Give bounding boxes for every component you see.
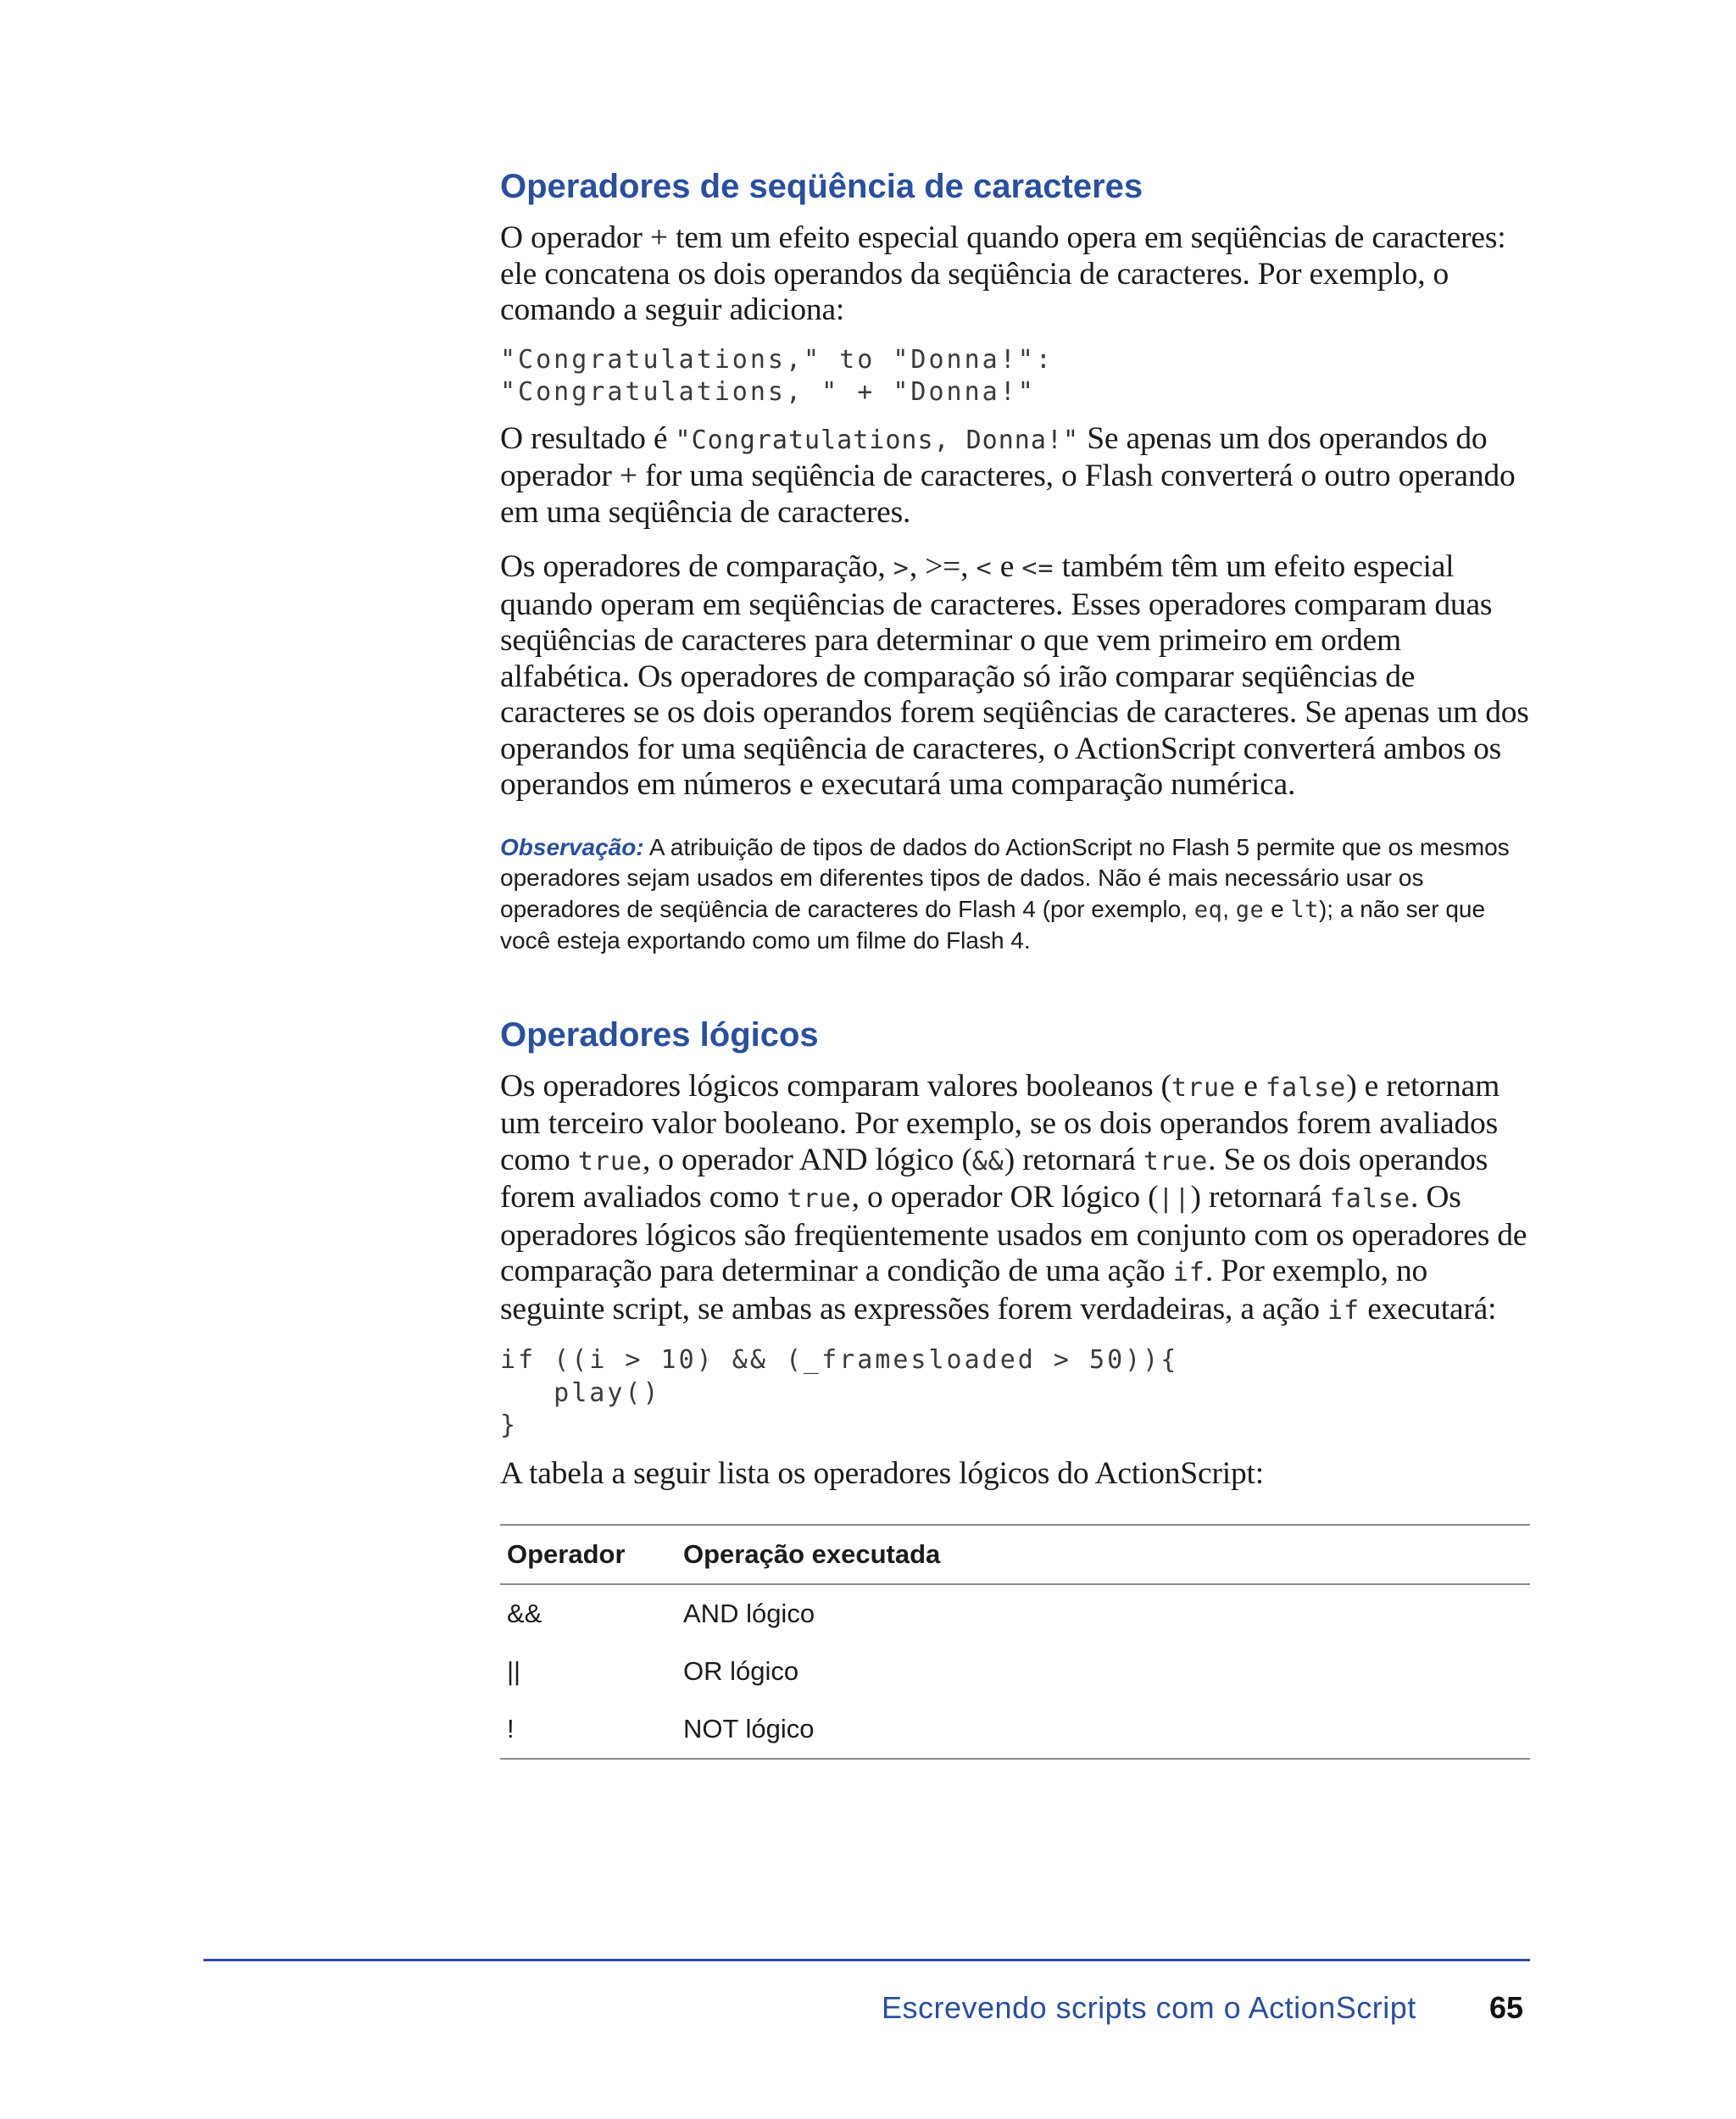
text: A atribuição de tipos de dados do ActionScript no Flash 5 permite que os mesmos operadores sejam usados em diferentes tipos de dados. Não é mais necessário usar os operadores de seqüência de caracteres do Flash 4 (por exemplo, [500,833,1510,922]
inline-code: true [1143,1146,1209,1176]
text: Os operadores lógicos comparam valores booleanos ( [500,1068,1171,1104]
inline-code: <= [1021,553,1054,583]
table-row [500,1700,1530,1759]
page-number: 65 [1489,1990,1524,2025]
inline-code: true [787,1184,852,1214]
inline-code: lt [1290,896,1319,923]
text: , >=, [909,549,976,584]
footer-rule [203,1959,1530,1961]
table-row [500,1584,1530,1643]
column-header-operation: Operação executada [676,1525,1530,1584]
inline-code: false [1265,1072,1347,1103]
page-content [500,161,1530,1760]
inline-code: if [1327,1295,1360,1326]
text: Os operadores de comparação, [500,549,893,584]
text: . Por exemplo, no seguinte script, se ambas as expressões forem verdadeiras, a ação [500,1254,1428,1326]
inline-code: < [976,553,993,583]
text: . Se os dois operandos forem avaliados como [500,1142,1488,1215]
inline-code: eq [1194,896,1223,923]
text: ); a não ser que você esteja exportando como um filme do Flash 4. [500,895,1486,954]
operator-cell: && [507,1599,542,1628]
text: ) retornará [1190,1180,1330,1215]
text: e [1236,1068,1266,1104]
paragraph [500,549,1530,804]
text: , o operador AND lógico ( [642,1142,972,1177]
operation-cell: NOT lógico [676,1700,1530,1759]
text: O resultado é [500,420,676,456]
text: também têm um efeito especial quando operam em seqüências de caracteres. Esses operadores comparam duas seqüências de caracteres para determinar o que vem primeiro em ordem alfabética. Os operadores de comparação só irão comparar seqüências de caracteres se os dois operandos forem seqüências de caracteres. Se apenas um dos operandos for uma seqüência de caracteres, o ActionScript converterá ambos os operandos em números e executará uma comparação numérica. [500,549,1529,802]
note [500,832,1530,957]
text: . Os operadores lógicos são freqüentemente usados em conjunto com os operadores de comparação para determinar a condição de uma ação [500,1180,1527,1288]
text: Se apenas um dos operandos do operador + for uma seqüência de caracteres, o Flash converterá o outro operando em uma seqüência de caracteres. [500,420,1516,530]
note-label: Observação: [500,833,644,860]
section-heading-string-operators: Operadores de seqüência de caracteres [500,168,1143,205]
inline-code: false [1329,1184,1411,1214]
paragraph [500,421,1530,531]
paragraph: A tabela a seguir lista os operadores lógicos do ActionScript: [500,1455,1264,1491]
inline-code: true [1171,1072,1237,1103]
text: executará: [1360,1291,1497,1326]
section-heading-logical-operators: Operadores lógicos [500,1015,819,1054]
column-header-operator: Operador [500,1525,676,1584]
paragraph: O operador + tem um efeito especial quando opera em seqüências de caracteres: ele concatena os dois operandos da seqüência de caracteres. Por exemplo, o comando a seguir adiciona: [500,220,1506,327]
inline-code: && [971,1146,1004,1176]
text: , o operador OR lógico ( [851,1180,1159,1215]
table-header-row [500,1525,1530,1584]
text: ) e retornam um terceiro valor booleano. Por exemplo, se os dois operandos forem avaliados como [500,1068,1500,1177]
inline-code: || [1158,1184,1191,1214]
text: ) retornará [1004,1142,1143,1177]
logical-operators-table [500,1524,1530,1760]
inline-code: if [1172,1258,1205,1288]
inline-code: > [893,553,910,583]
text: e [992,549,1022,584]
paragraph [500,1069,1530,1330]
code-block: "Congratulations," to "Donna!": "Congratulations, " + "Donna!" [500,344,1054,407]
code-block: if ((i > 10) && (_framesloaded > 50)){ play() } [500,1345,1179,1440]
operator-cell: ! [500,1700,676,1759]
inline-code: ge [1235,896,1265,923]
operation-cell: AND lógico [683,1599,815,1628]
operator-cell: || [507,1656,521,1686]
table-row [500,1643,1530,1700]
operation-cell: OR lógico [683,1656,799,1686]
text: , [1222,895,1236,922]
text: e [1264,895,1291,922]
inline-code: true [577,1146,643,1176]
inline-code: "Congratulations, Donna!" [675,425,1080,455]
footer-title: Escrevendo scripts com o ActionScript [882,1990,1416,2025]
